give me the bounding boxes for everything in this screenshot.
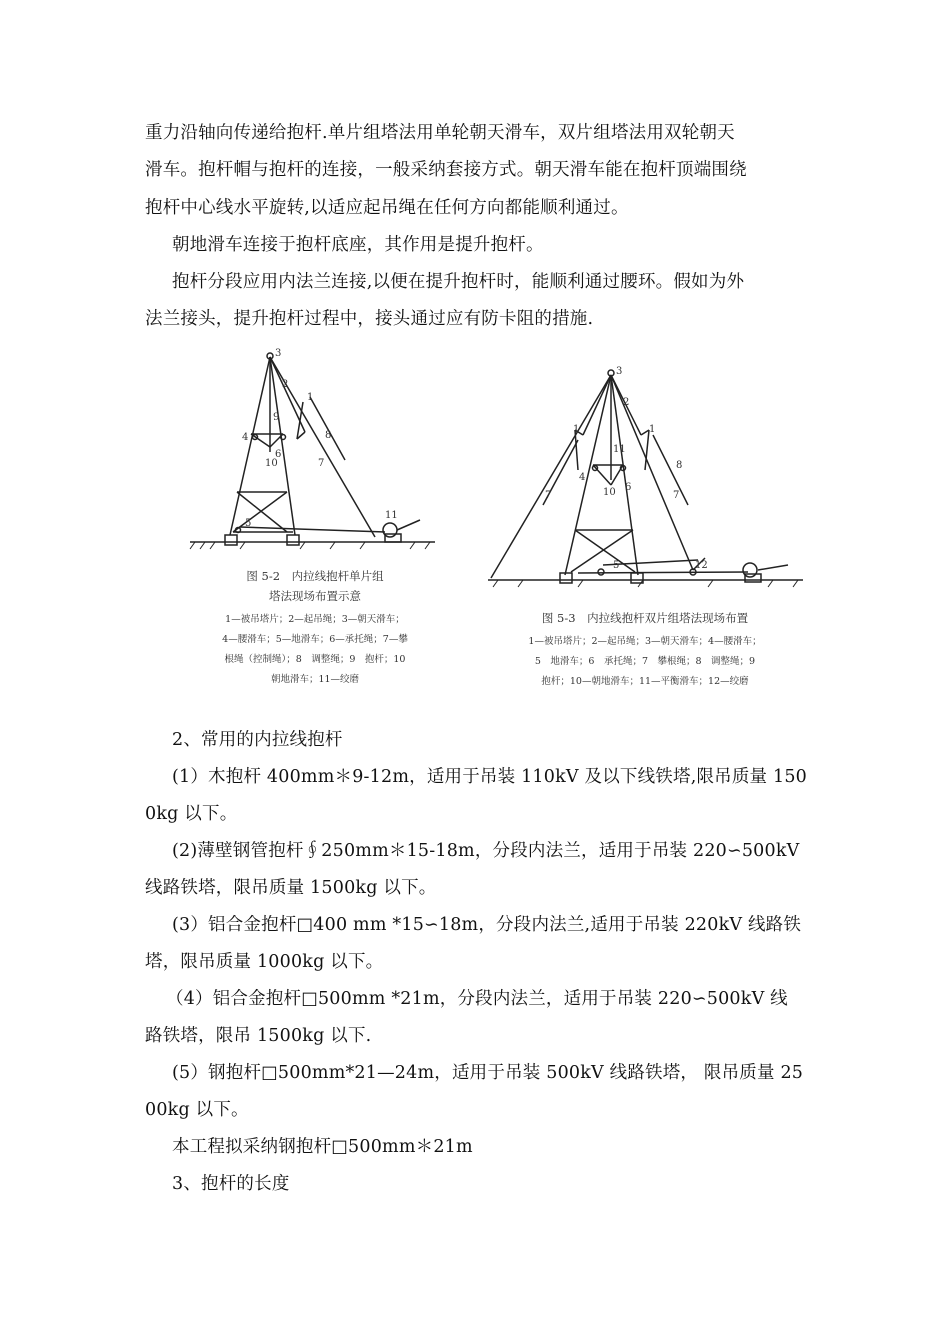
figure1-label: 7 [318, 458, 325, 469]
paragraph-line: 线路铁塔，限吊质量 1500kg 以下。 [145, 878, 437, 898]
figure1-label: 9 [273, 412, 280, 423]
figure1-label: 8 [325, 430, 332, 441]
figure1-legend-line: 朝地滑车；11—绞磨 [270, 674, 360, 685]
paragraph-line: (1）木抱杆 400mm＊9-12m，适用于吊装 110kV 及以下线铁塔,限吊质量 150 [172, 767, 808, 787]
figure2-legend-line: 抱杆；10—朝地滑车；11—平衡滑车；12—绞磨 [541, 676, 749, 687]
paragraph-line: (5）钢抱杆□500mm*21—24m，适用于吊装 500kV 线路铁塔， 限吊质量 25 [172, 1063, 804, 1083]
paragraph-line: 抱杆分段应用内法兰连接,以便在提升抱杆时，能顺利通过腰环。假如为外 [172, 272, 745, 292]
paragraph-line: 0kg 以下。 [145, 804, 238, 824]
figure1-caption-subtitle: 塔法现场布置示意 [269, 589, 361, 603]
figure-double-panel-drawing [483, 360, 808, 695]
figure2-label: 2 [623, 397, 630, 408]
figure1-label: 10 [265, 458, 278, 469]
figure1-legend-line: 根绳（控制绳）；8 调整绳；9 抱杆；10 [224, 654, 406, 665]
figure2-label: 1 [573, 424, 580, 435]
figure2-label: 7 [545, 490, 552, 501]
figure1-label: 1 [307, 392, 314, 403]
figure2-label: 12 [695, 560, 708, 571]
figure2-label: 7 [673, 490, 680, 501]
figure2-caption-title: 图 5-3 内拉线抱杆双片组塔法现场布置 [541, 611, 749, 625]
figure-single-panel [185, 342, 445, 692]
paragraph-line: 滑车。抱杆帽与抱杆的连接，一般采纳套接方式。朝天滑车能在抱杆顶端围绕 [145, 160, 747, 180]
paragraph-line: 法兰接头，提升抱杆过程中，接头通过应有防卡阻的措施. [145, 309, 594, 329]
figure2-label: 11 [613, 444, 626, 455]
figure1-legend-line: 1—被吊塔片；2—起吊绳；3—朝天滑车； [225, 614, 405, 625]
figure2-label: 5 [613, 560, 620, 571]
figure1-label: 6 [275, 449, 282, 460]
paragraph-line: 塔，限吊质量 1000kg 以下。 [145, 952, 384, 972]
section-heading: 2、常用的内拉线抱杆 [172, 730, 343, 750]
paragraph-line: 抱杆中心线水平旋转,以适应起吊绳在任何方向都能顺利通过。 [145, 198, 629, 218]
figure1-legend-line: 4—腰滑车；5—地滑车；6—承托绳；7—攀 [222, 634, 408, 645]
paragraph-line: (3）铝合金抱杆□400 mm *15∽18m，分段内法兰,适用于吊装 220kV 线路铁 [172, 915, 802, 935]
paragraph-line: 00kg 以下。 [145, 1100, 249, 1120]
figure1-label: 2 [282, 379, 289, 390]
figure2-label: 3 [616, 366, 623, 377]
figure-double-panel [483, 360, 808, 695]
paragraph-line: 本工程拟采纳钢抱杆□500mm＊21m [172, 1137, 473, 1157]
paragraph-line: 朝地滑车连接于抱杆底座，其作用是提升抱杆。 [172, 235, 544, 255]
figure2-label: 6 [625, 482, 632, 493]
figure2-legend-line: 5 地滑车；6 承托绳；7 攀根绳；8 调整绳；9 [534, 656, 756, 667]
figure1-caption-title: 图 5-2 内拉线抱杆单片组 [246, 569, 384, 583]
figure2-label: 1 [649, 424, 656, 435]
figure2-label: 8 [676, 460, 683, 471]
figure2-label: 10 [603, 487, 616, 498]
paragraph-line: (2)薄壁钢管抱杆∮250mm＊15-18m，分段内法兰，适用于吊装 220∽500kV [172, 841, 800, 861]
figure2-legend-line: 1—被吊塔片；2—起吊绳；3—朝天滑车；4—腰滑车； [528, 636, 762, 647]
paragraph-line: 重力沿轴向传递给抱杆.单片组塔法用单轮朝天滑车，双片组塔法用双轮朝天 [145, 123, 735, 143]
figure1-label: 4 [242, 432, 249, 443]
figure2-label: 4 [579, 472, 586, 483]
paragraph-line: 路铁塔，限吊 1500kg 以下. [145, 1026, 372, 1046]
section-heading: 3、抱杆的长度 [172, 1174, 290, 1194]
figure1-label: 3 [275, 348, 282, 359]
figure1-label: 11 [385, 510, 398, 521]
figure-single-panel-drawing [185, 342, 445, 692]
figure1-label: 5 [245, 518, 252, 529]
paragraph-line: （4）铝合金抱杆□500mm *21m，分段内法兰，适用于吊装 220∽500kV 线 [166, 989, 788, 1009]
